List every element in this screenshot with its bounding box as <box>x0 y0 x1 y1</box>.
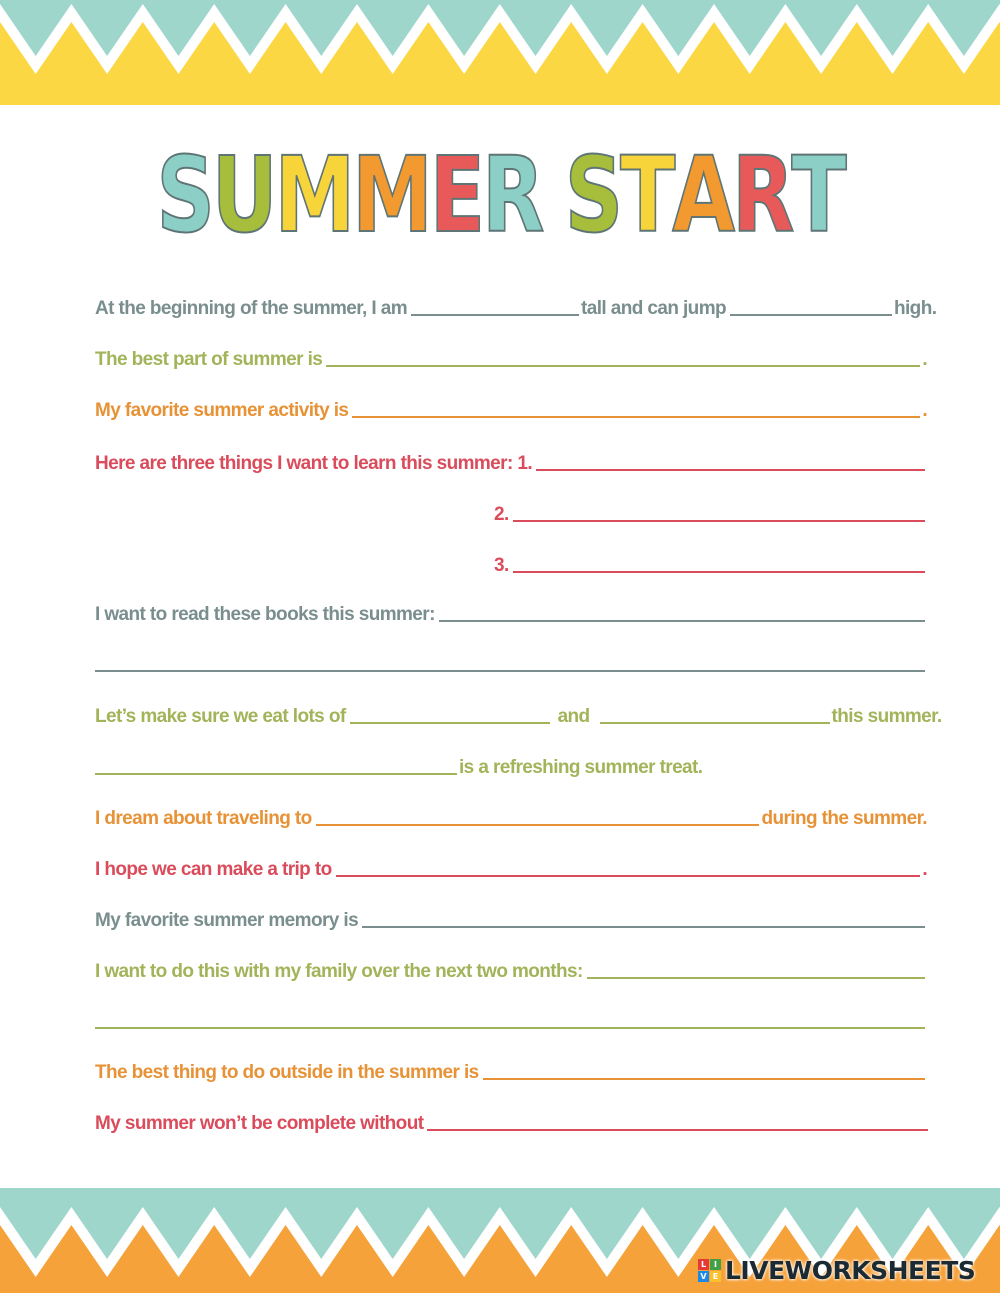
prompt-text: My favorite summer memory is <box>95 910 359 931</box>
prompt-family-line-2 <box>95 1003 927 1033</box>
blank-height[interactable] <box>411 314 579 316</box>
prompt-trip <box>95 851 927 881</box>
blank-family-1[interactable] <box>587 977 925 979</box>
title-letter: R <box>482 134 542 256</box>
prompt-text: and <box>557 706 590 727</box>
prompt-height-jump <box>95 290 937 320</box>
blank-family-2[interactable] <box>95 1027 925 1029</box>
prompt-travel <box>95 800 927 830</box>
blank-travel[interactable] <box>316 824 760 826</box>
logo-text: LIVEWORKSHEETS <box>725 1255 976 1285</box>
title-letter: U <box>211 134 275 256</box>
prompt-favorite-activity <box>95 392 927 422</box>
prompt-eat <box>95 698 942 728</box>
blank-outside[interactable] <box>483 1078 925 1080</box>
title-letter: A <box>672 134 732 256</box>
prompt-outside <box>95 1054 927 1084</box>
prompt-learn-1 <box>95 445 927 475</box>
prompt-text: The best part of summer is <box>95 349 323 370</box>
logo-letter: V <box>698 1271 709 1282</box>
prompt-text: I dream about traveling to <box>95 808 312 829</box>
blank-eat-1[interactable] <box>350 722 550 724</box>
prompt-text: during the summer. <box>761 808 927 829</box>
blank-trip[interactable] <box>336 875 921 877</box>
prompt-text: The best thing to do outside in the summer is <box>95 1062 479 1083</box>
prompt-text: My favorite summer activity is <box>95 400 349 421</box>
prompt-end: . <box>922 859 927 880</box>
blank-jump[interactable] <box>730 314 892 316</box>
top-chevron-border <box>0 0 1000 105</box>
prompt-text: I want to do this with my family over the next two months: <box>95 961 583 982</box>
worksheet-title <box>110 135 890 255</box>
blank-learn-2[interactable] <box>513 520 925 522</box>
blank-learn-1[interactable] <box>536 469 925 471</box>
blank-best-part[interactable] <box>326 365 920 367</box>
blank-eat-2[interactable] <box>600 722 830 724</box>
prompt-treat <box>95 749 927 779</box>
prompt-end: . <box>922 400 927 421</box>
prompt-text: Let’s make sure we eat lots of <box>95 706 346 727</box>
prompt-text: high. <box>894 298 937 319</box>
logo-letter: I <box>710 1259 721 1270</box>
prompt-text: 2. <box>494 504 509 525</box>
title-letter: T <box>620 134 673 256</box>
prompt-text: My summer won’t be complete without <box>95 1113 424 1134</box>
blank-treat[interactable] <box>95 773 457 775</box>
blank-favorite-activity[interactable] <box>352 416 920 418</box>
title-letter: T <box>791 134 844 256</box>
prompt-text: I want to read these books this summer: <box>95 604 435 625</box>
prompt-books-line-2 <box>95 646 927 676</box>
prompt-learn-2 <box>494 496 927 526</box>
logo-letter: E <box>710 1271 721 1282</box>
prompt-learn-3 <box>494 547 927 577</box>
prompt-text: tall and can jump <box>581 298 726 319</box>
prompt-text: is a refreshing summer treat. <box>459 757 703 778</box>
prompt-end: . <box>922 349 927 370</box>
prompt-books <box>95 596 927 626</box>
prompt-best-part <box>95 341 927 371</box>
title-letter: S <box>564 134 621 256</box>
title-letter: M <box>274 134 353 256</box>
title-letter: S <box>156 134 212 256</box>
blank-books-2[interactable] <box>95 670 925 672</box>
logo-icon <box>698 1259 721 1282</box>
title-letter: E <box>429 134 483 256</box>
blank-memory[interactable] <box>362 926 925 928</box>
blank-books-1[interactable] <box>439 620 925 622</box>
prompt-text: Here are three things I want to learn this summer: 1. <box>95 453 532 474</box>
liveworksheets-logo[interactable] <box>698 1255 975 1285</box>
prompt-text: 3. <box>494 555 509 576</box>
title-letter: R <box>731 134 792 256</box>
prompt-memory <box>95 902 927 932</box>
prompt-complete <box>95 1105 930 1135</box>
blank-complete[interactable] <box>427 1129 928 1131</box>
title-letter: M <box>352 134 430 256</box>
title-space <box>541 135 564 255</box>
blank-learn-3[interactable] <box>513 571 925 573</box>
prompt-family <box>95 953 927 983</box>
prompt-text: At the beginning of the summer, I am <box>95 298 407 319</box>
prompt-text: I hope we can make a trip to <box>95 859 332 880</box>
logo-letter: L <box>698 1259 709 1270</box>
prompt-text: this summer. <box>831 706 942 727</box>
